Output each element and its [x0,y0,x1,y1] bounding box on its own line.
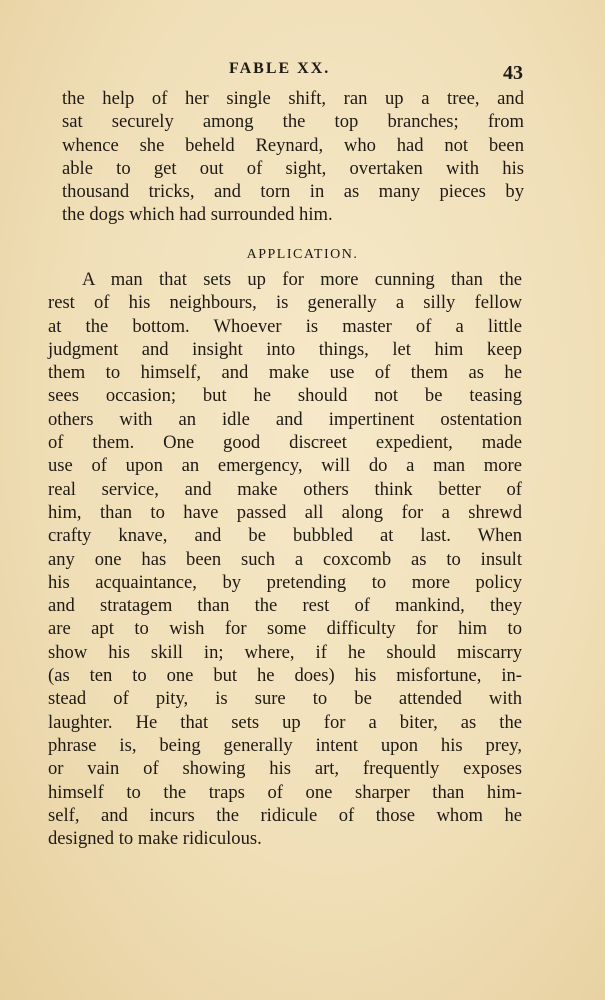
text-line: the help of her single shift, ran up a tree, and [62,88,524,109]
text-line: use of upon an emergency, will do a man more [48,455,522,477]
text-line: him, than to have passed all along for a shrewd [48,501,522,523]
text-line: crafty knave, and be bubbled at last. When [48,525,522,547]
application-text [48,268,522,850]
text-line: at the bottom. Whoever is master of a little [48,315,522,337]
running-title: FABLE XX. [229,60,331,77]
application-heading: APPLICATION. [246,247,359,262]
text-line: or vain of showing his art, frequently exposes [48,758,522,780]
text-line: laughter. He that sets up for a biter, as the [48,711,522,733]
text-line: them to himself, and make use of them as he [48,362,522,384]
text-line: himself to the traps of one sharper than him- [48,781,522,803]
text-line: are apt to wish for some difficulty for him to [48,618,522,640]
text-line: of them. One good discreet expedient, made [48,432,522,454]
text-line: able to get out of sight, overtaken with his [62,157,524,179]
text-line: designed to make ridiculous. [48,828,262,850]
text-line: the dogs which had surrounded him. [62,204,333,226]
text-line: phrase is, being generally intent upon his prey, [48,734,522,756]
text-line: and stratagem than the rest of mankind, they [48,595,522,617]
text-line: self, and incurs the ridicule of those whom he [48,804,522,826]
text-line: whence she beheld Reynard, who had not been [62,134,524,156]
text-line: sat securely among the top branches; from [62,111,524,133]
text-line: A man that sets up for more cunning than the [82,269,522,290]
fable-text [62,87,524,227]
running-head [0,60,605,84]
text-line: judgment and insight into things, let him keep [48,338,522,360]
text-line: (as ten to one but he does) his misfortune, in- [48,665,522,687]
text-line: any one has been such a coxcomb as to insult [48,548,522,570]
text-line: sees occasion; but he should not be teasing [48,385,522,407]
text-line: stead of pity, is sure to be attended with [48,688,522,710]
text-line: real service, and make others think better of [48,478,522,500]
text-line: thousand tricks, and torn in as many pieces by [62,181,524,203]
text-line: show his skill in; where, if he should miscarry [48,641,522,663]
text-line: his acquaintance, by pretending to more policy [48,571,522,593]
text-line: rest of his neighbours, is generally a silly fellow [48,292,522,314]
page-number: 43 [503,62,523,84]
text-line: others with an idle and impertinent ostentation [48,408,522,430]
